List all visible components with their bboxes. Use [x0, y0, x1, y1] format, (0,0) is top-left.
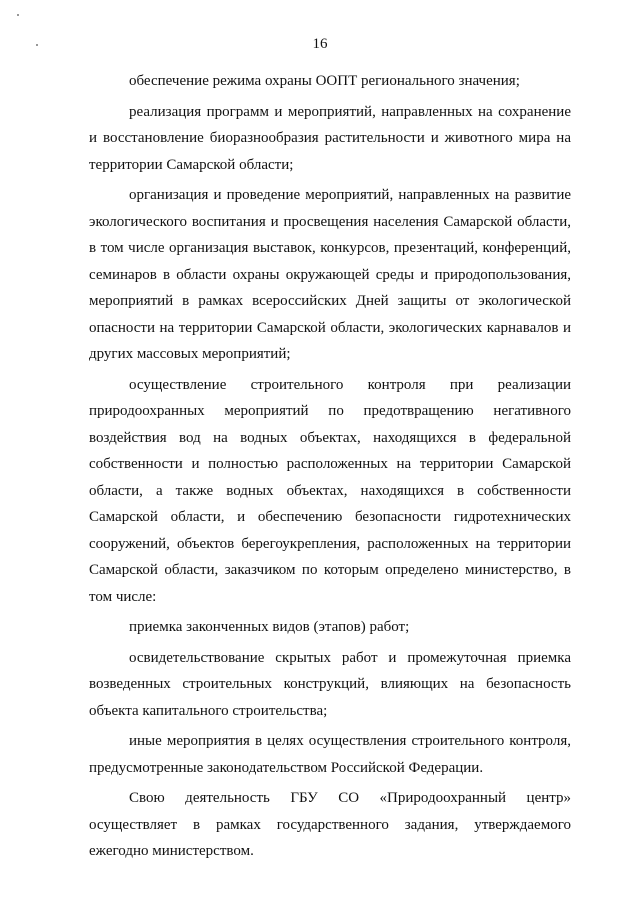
- paragraph-state-assignment: Свою деятельность ГБУ СО «Природоохранный центр» осуществляет в рамках государственного задания, утверждаемого ежегодно министерством.: [89, 790, 571, 859]
- paragraph-works-acceptance: приемка законченных видов (этапов) работ;: [129, 619, 410, 635]
- paragraph-ecological-education: организация и проведение мероприятий, направленных на развитие экологического воспитания и просвещения населения Самарской области, в том числе организация выставок, конкурсов, презентаций, конференций, семинаров в области охраны окружающей среды и природопользования, мероприятий в рамках всероссийских Дней защиты от экологической опасности на территории Самарской области, экологических карнавалов и других массовых мероприятий;: [89, 187, 571, 362]
- paragraph-other-measures: иные мероприятия в целях осуществления строительного контроля, предусмотренные законодательством Российской Федерации.: [89, 733, 571, 776]
- paragraph-biodiversity: реализация программ и мероприятий, направленных на сохранение и восстановление биоразнообразия растительности и животного мира на территории Самарской области;: [89, 103, 571, 173]
- page-number: 16: [312, 36, 328, 52]
- paragraph-construction-control: осуществление строительного контроля при реализации природоохранных мероприятий по предотвращению негативного воздействия вод на водных объектах, находящихся в федеральной собственности и полностью расположенных на территории Самарской области, а также водных объектах, находящихся в собственности Самарской области, и обеспечению безопасности гидротехнических сооружений, объектов берегоукрепления, расположенных на территории Самарской области, заказчиком по которым определено министерство, в том числе:: [89, 376, 571, 605]
- scan-speck: [17, 14, 19, 16]
- paragraph-hidden-works-inspection: освидетельствование скрытых работ и промежуточная приемка возведенных строительных конструкций, влияющих на безопасность объекта капитального строительства;: [89, 649, 571, 719]
- document-body: [89, 68, 571, 865]
- paragraph-oopt-protection: обеспечение режима охраны ООПТ регионального значения;: [129, 73, 520, 89]
